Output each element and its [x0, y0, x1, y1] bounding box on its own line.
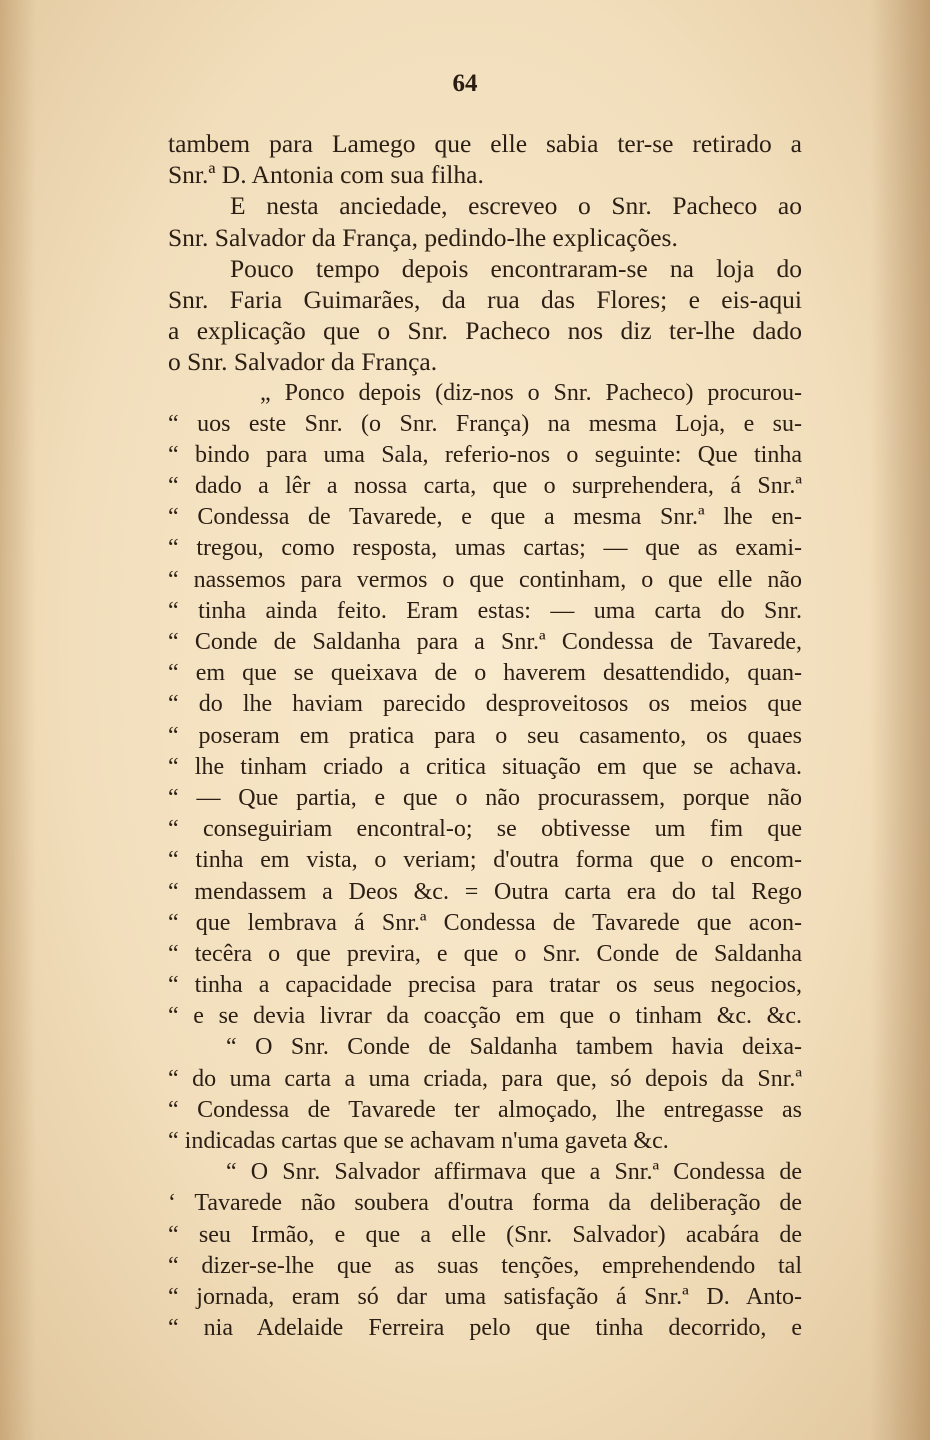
text-line: Snr. Faria Guimarães, da rua das Flores; e eis-aqui — [168, 284, 802, 314]
quoted-text-line: “ nassemos para vermos o que continham, o que elle não — [168, 566, 802, 593]
quoted-text-line: “ que lembrava á Snr.ª Condessa de Tavarede que acon- — [168, 909, 802, 936]
quoted-text-line: “ — Que partia, e que o não procurassem, porque não — [168, 784, 802, 811]
quoted-text-line: “ em que se queixava de o haverem desattendido, quan- — [168, 660, 802, 687]
narrative-paragraphs — [168, 128, 802, 378]
quoted-text-line: “ jornada, eram só dar uma satisfação á Snr.ª D. Anto- — [168, 1283, 802, 1310]
text-line: o Snr. Salvador da França. — [168, 347, 438, 377]
quoted-text-line: “ Conde de Saldanha para a Snr.ª Condessa de Tavarede, — [168, 629, 802, 655]
quoted-text-line: “ uos este Snr. (o Snr. França) na mesma Loja, e su- — [168, 410, 802, 437]
text-line: tambem para Lamego que elle sabia ter-se retirado a — [168, 129, 802, 158]
quoted-text-line: “ seu Irmão, e que a elle (Snr. Salvador) acabára de — [168, 1221, 802, 1248]
quoted-text-line: “ Condessa de Tavarede ter almoçado, lhe entregasse as — [168, 1096, 802, 1123]
page-number: 64 — [452, 70, 478, 97]
quoted-text-line: “ do lhe haviam parecido desproveitosos os meios que — [168, 691, 802, 718]
quoted-text-line: “ conseguiriam encontral-o; se obtivesse um fim que — [168, 816, 802, 843]
page-edge-shadow-right — [870, 0, 930, 1440]
quoted-text-line: “ dado a lêr a nossa carta, que o surprehendera, á Snr.ª — [168, 473, 802, 500]
quoted-text-line: “ bindo para uma Sala, referio-nos o seguinte: Que tinha — [168, 441, 802, 468]
quoted-text-line: “ lhe tinham criado a critica situação em que se achava. — [168, 753, 802, 780]
quoted-text-line: “ tinha ainda feito. Eram estas: — uma carta do Snr. — [168, 597, 802, 624]
quoted-text-line: “ Condessa de Tavarede, e que a mesma Snr.ª lhe en- — [168, 504, 802, 531]
quoted-text-line: “ tinha a capacidade precisa para tratar os seus negocios, — [168, 972, 802, 999]
quoted-text-line: “ nia Adelaide Ferreira pelo que tinha decorrido, e — [168, 1315, 802, 1342]
quoted-text-line: “ O Snr. Conde de Saldanha tambem havia deixa- — [226, 1034, 802, 1061]
quoted-text-line: “ tecêra o que previra, e que o Snr. Conde de Saldanha — [168, 940, 802, 967]
quoted-text-line: “ tinha em vista, o veriam; d'outra forma que o encom- — [168, 847, 802, 874]
quoted-text-line: “ indicadas cartas que se achavam n'uma gaveta &c. — [168, 1128, 669, 1154]
quoted-text-line: “ poseram em pratica para o seu casamento, os quaes — [168, 722, 802, 749]
text-line: E nesta anciedade, escreveo o Snr. Pacheco ao — [230, 191, 802, 221]
text-line: a explicação que o Snr. Pacheco nos diz ter-lhe dado — [168, 316, 802, 346]
quoted-text-line: “ tregou, como resposta, umas cartas; — que as exami- — [168, 535, 802, 562]
quoted-text-line: „ Ponco depois (diz-nos o Snr. Pacheco) procurou- — [260, 379, 802, 406]
text-line: Pouco tempo depois encontraram-se na loja do — [230, 253, 802, 283]
quoted-text-line: “ do uma carta a uma criada, para que, só depois da Snr.ª — [168, 1065, 802, 1092]
page-edge-shadow-left — [0, 0, 36, 1440]
quoted-text-line: ‘ Tavarede não soubera d'outra forma da deliberação de — [168, 1190, 802, 1217]
text-line: Snr. Salvador da França, pedindo-lhe explicações. — [168, 222, 678, 252]
quoted-text-line: “ O Snr. Salvador affirmava que a Snr.ª Condessa de — [226, 1159, 802, 1186]
body-text — [168, 128, 802, 1344]
quoted-testimony — [168, 378, 802, 1345]
text-line: Snr.ª D. Antonia com sua filha. — [168, 160, 484, 190]
quoted-text-line: “ e se devia livrar da coacção em que o tinham &c. &c. — [168, 1003, 802, 1030]
quoted-text-line: “ dizer-se-lhe que as suas tenções, emprehendendo tal — [168, 1252, 802, 1279]
quoted-text-line: “ mendassem a Deos &c. = Outra carta era do tal Rego — [168, 878, 802, 905]
